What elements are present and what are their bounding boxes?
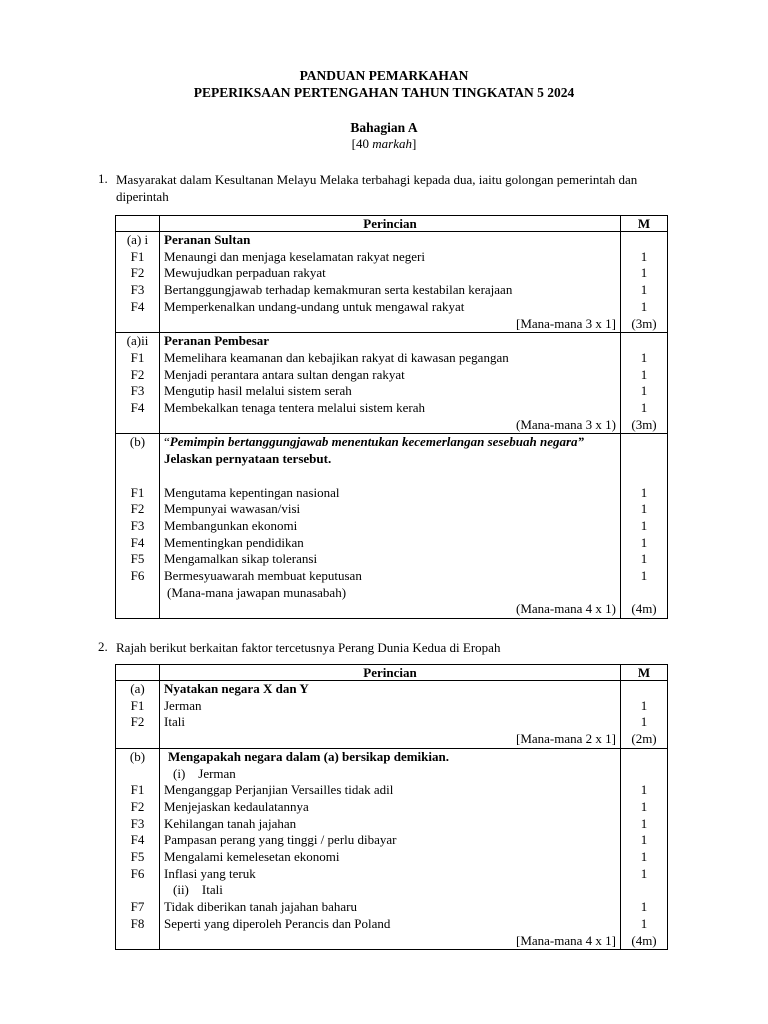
total-row: [Mana-mana 4 x 1] (4m) (116, 933, 668, 950)
table-row: F3 Kehilangan tanah jajahan 1 (116, 816, 668, 833)
table-row: F8 Seperti yang diperoleh Perancis dan Poland 1 (116, 916, 668, 933)
col-header-m: M (621, 216, 668, 232)
table-row: (a) Nyatakan negara X dan Y (116, 681, 668, 698)
table-row: F1 Mengutama kepentingan nasional 1 (116, 485, 668, 502)
part-heading: Mengapakah negara dalam (a) bersikap demikian. (160, 748, 621, 765)
table-row: F2 Mempunyai wawasan/visi 1 (116, 501, 668, 518)
table-row (116, 882, 668, 899)
table-row: F7 Tidak diberikan tanah jajahan baharu 1 (116, 899, 668, 916)
table-header-row (116, 216, 668, 232)
q1-scheme-table (115, 215, 668, 619)
table-row: F6 Inflasi yang teruk 1 (116, 866, 668, 883)
table-row: F3 Membangunkan ekonomi 1 (116, 518, 668, 535)
table-row: (b) Mengapakah negara dalam (a) bersikap demikian. (116, 748, 668, 765)
q1-text: Masyarakat dalam Kesultanan Melayu Melaka terbahagi kepada dua, iaitu golongan pemerintah dan diperintah (116, 172, 638, 204)
instruction-text: Jelaskan pernyataan tersebut. (164, 451, 332, 467)
table-row: F5 Mengalami kemelesetan ekonomi 1 (116, 849, 668, 866)
table-row: (b) “Pemimpin bertanggungjawab menentukan kecemerlangan sesebuah negara” (116, 434, 668, 451)
table-row: F6 Bermesyuawarah membuat keputusan 1 (116, 568, 668, 585)
section-marks: [40 markah] (351, 136, 417, 151)
table-header-row (116, 665, 668, 681)
q1-number: 1. (98, 171, 108, 186)
total-row: (Mana-mana 4 x 1) (4m) (116, 601, 668, 618)
total-row: [Mana-mana 2 x 1] (2m) (116, 731, 668, 748)
table-row: F4 Mementingkan pendidikan 1 (116, 535, 668, 552)
table-row: (a) i Peranan Sultan (116, 232, 668, 249)
quote-text: “Pemimpin bertanggungjawab menentukan kecemerlangan sesebuah negara” (160, 434, 621, 451)
table-row: F3 Bertanggungjawab terhadap kemakmuran serta kestabilan kerajaan 1 (116, 282, 668, 299)
table-row: F1 Jerman 1 (116, 698, 668, 715)
table-row: F4 Membekalkan tenaga tentera melalui sistem kerah 1 (116, 400, 668, 417)
col-header-m: M (621, 665, 668, 681)
table-row (116, 451, 668, 468)
table-row (116, 766, 668, 783)
table-row: F4 Pampasan perang yang tinggi / perlu dibayar 1 (116, 832, 668, 849)
part-heading: Peranan Sultan (160, 232, 621, 249)
table-row: (a)ii Peranan Pembesar (116, 333, 668, 350)
section-heading: Bahagian A (350, 120, 418, 135)
part-heading: Peranan Pembesar (160, 333, 621, 350)
doc-subtitle: PEPERIKSAAN PERTENGAHAN TAHUN TINGKATAN 5 2024 (193, 85, 575, 100)
total-row: (Mana-mana 3 x 1) (3m) (116, 417, 668, 434)
table-row: F2 Mewujudkan perpaduan rakyat 1 (116, 265, 668, 282)
col-header-perincian: Perincian (160, 216, 621, 232)
total-row: [Mana-mana 3 x 1] (3m) (116, 316, 668, 333)
table-row: F2 Menjadi perantara antara sultan dengan rakyat 1 (116, 367, 668, 384)
spacer-row (116, 468, 668, 485)
note-text: (Mana-mana jawapan munasabah) (167, 584, 347, 600)
sub-heading-jerman: (i) Jerman (173, 765, 236, 781)
table-row: F1 Menganggap Perjanjian Versailles tidak adil 1 (116, 782, 668, 799)
sub-heading-itali: (ii) Itali (173, 882, 223, 898)
table-row (116, 585, 668, 602)
table-row: F2 Itali 1 (116, 714, 668, 731)
table-row: F5 Mengamalkan sikap toleransi 1 (116, 551, 668, 568)
q2-number: 2. (98, 639, 108, 654)
q2-text: Rajah berikut berkaitan faktor tercetusnya Perang Dunia Kedua di Eropah (116, 640, 501, 655)
table-row: F1 Memelihara keamanan dan kebajikan rakyat di kawasan pegangan 1 (116, 350, 668, 367)
part-heading: Nyatakan negara X dan Y (160, 681, 621, 698)
table-row: F2 Menjejaskan kedaulatannya 1 (116, 799, 668, 816)
table-row: F4 Memperkenalkan undang-undang untuk mengawal rakyat 1 (116, 299, 668, 316)
col-header-perincian: Perincian (160, 665, 621, 681)
q2-scheme-table (115, 664, 668, 950)
doc-title: PANDUAN PEMARKAHAN (299, 68, 469, 83)
table-row: F3 Mengutip hasil melalui sistem serah 1 (116, 383, 668, 400)
table-row: F1 Menaungi dan menjaga keselamatan rakyat negeri 1 (116, 249, 668, 266)
